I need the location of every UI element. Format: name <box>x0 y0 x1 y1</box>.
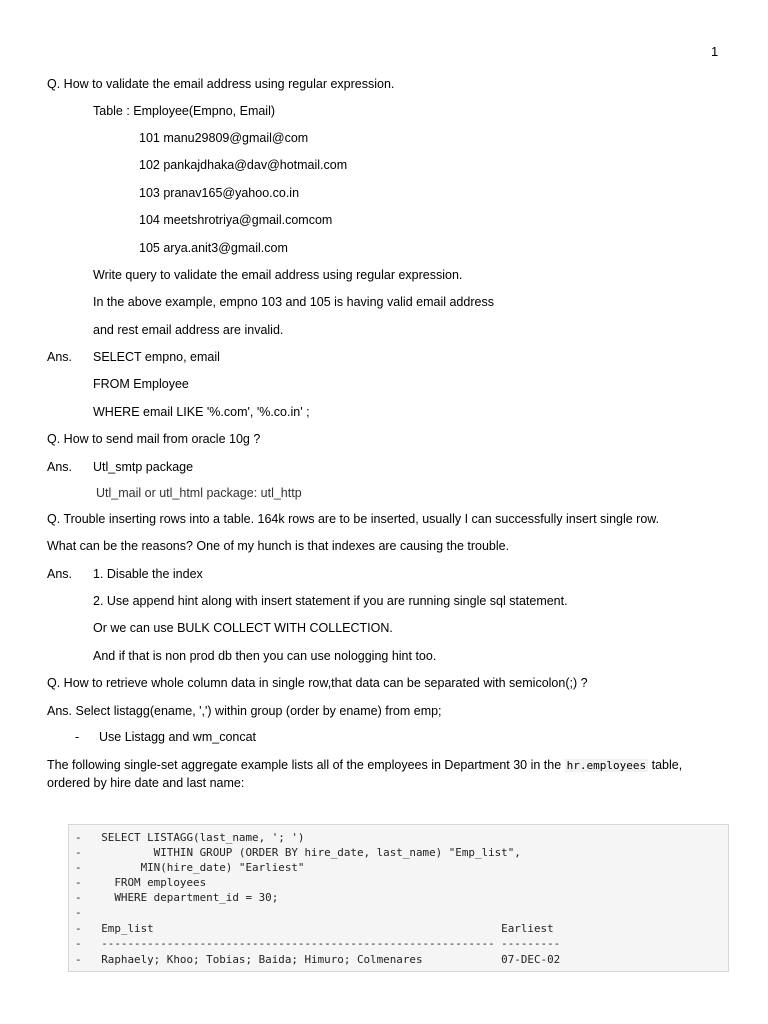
page-number: 1 <box>711 44 719 59</box>
paragraph-text: table, <box>648 758 683 772</box>
answer-line: 1. Disable the index <box>93 567 203 581</box>
table-row: 104 meetshrotriya@gmail.comcom <box>139 213 333 227</box>
description-line: In the above example, empno 103 and 105 is having valid email address <box>93 295 494 309</box>
code-line: - WITHIN GROUP (ORDER BY hire_date, last_name) "Emp_list", <box>75 846 521 859</box>
answer-line: SELECT empno, email <box>93 350 220 364</box>
code-line: - FROM employees <box>75 876 207 889</box>
code-line: - WHERE department_id = 30; <box>75 891 279 904</box>
answer-line: 2. Use append hint along with insert statement if you are running single sql statement. <box>93 594 568 608</box>
question-2: Q. How to send mail from oracle 10g ? <box>47 432 261 446</box>
answer-line: Ans. Select listagg(ename, ',') within group (order by ename) from emp; <box>47 704 442 718</box>
example-paragraph <box>47 757 682 773</box>
answer-line: Utl_smtp package <box>93 460 194 474</box>
answer-label: Ans. <box>47 350 73 364</box>
answer-line: And if that is non prod db then you can use nologging hint too. <box>93 649 437 663</box>
question-4: Q. How to retrieve whole column data in single row,that data can be separated with semicolon(;) ? <box>47 676 588 690</box>
answer-line: Or we can use BULK COLLECT WITH COLLECTION. <box>93 621 393 635</box>
bullet-marker: - <box>75 730 80 744</box>
answer-label: Ans. <box>47 460 73 474</box>
code-line: - ------------------------------------------------------------ --------- <box>75 937 561 950</box>
inline-code: hr.employees <box>566 759 647 772</box>
table-row: 103 pranav165@yahoo.co.in <box>139 186 300 200</box>
code-line: - MIN(hire_date) "Earliest" <box>75 861 305 874</box>
table-title: Table : Employee(Empno, Email) <box>93 104 276 118</box>
code-line: - <box>75 906 82 919</box>
question-3-continued: What can be the reasons? One of my hunch is that indexes are causing the trouble. <box>47 539 510 553</box>
description-line: Write query to validate the email address using regular expression. <box>93 268 463 282</box>
answer-label: Ans. <box>47 567 73 581</box>
example-paragraph-line2: ordered by hire date and last name: <box>47 776 245 790</box>
answer-line: WHERE email LIKE '%.com', '%.co.in' ; <box>93 405 310 419</box>
table-row: 101 manu29809@gmail@com <box>139 131 309 145</box>
description-line: and rest email address are invalid. <box>93 323 284 337</box>
bullet-item: Use Listagg and wm_concat <box>99 730 257 744</box>
code-block <box>68 824 729 972</box>
question-1: Q. How to validate the email address using regular expression. <box>47 77 395 91</box>
code-line: - Raphaely; Khoo; Tobias; Baida; Himuro; Colmenares 07-DEC-02 <box>75 953 561 966</box>
table-row: 105 arya.anit3@gmail.com <box>139 241 288 255</box>
answer-line: FROM Employee <box>93 377 189 391</box>
table-row: 102 pankajdhaka@dav@hotmail.com <box>139 158 348 172</box>
code-line: - SELECT LISTAGG(last_name, '; ') <box>75 831 305 844</box>
code-line: - Emp_list Earliest <box>75 922 554 935</box>
answer-note: Utl_mail or utl_html package: utl_http <box>96 486 302 500</box>
question-3: Q. Trouble inserting rows into a table. 164k rows are to be inserted, usually I can successfully insert single row. <box>47 512 660 526</box>
paragraph-text: The following single-set aggregate example lists all of the employees in Department 30 in the <box>47 758 565 772</box>
